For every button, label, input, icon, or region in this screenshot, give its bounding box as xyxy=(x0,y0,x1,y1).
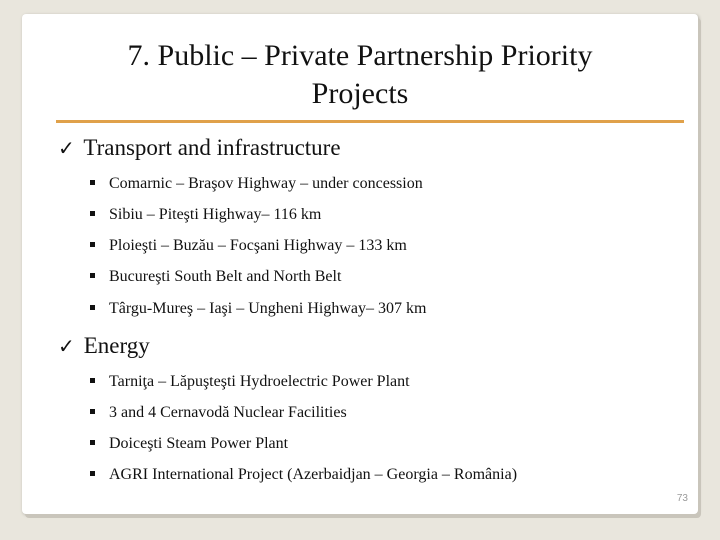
title-divider xyxy=(56,120,684,123)
checkmark-icon: ✓ xyxy=(58,334,75,358)
slide xyxy=(22,14,698,514)
square-bullet-icon xyxy=(90,273,95,278)
section-heading-energy xyxy=(58,333,150,359)
square-bullet-icon xyxy=(90,409,95,414)
slide-title xyxy=(22,37,698,113)
list-item-text: 3 and 4 Cernavodă Nuclear Facilities xyxy=(109,404,347,421)
list-item xyxy=(90,299,426,319)
square-bullet-icon xyxy=(90,440,95,445)
list-item xyxy=(90,465,517,485)
list-item xyxy=(90,372,410,392)
checkmark-icon: ✓ xyxy=(58,136,75,160)
list-item xyxy=(90,267,341,287)
square-bullet-icon xyxy=(90,471,95,476)
section-heading-label: Energy xyxy=(83,333,150,358)
section-heading-transport xyxy=(58,135,341,161)
list-item-text: Tarniţa – Lăpuşteşti Hydroelectric Power Plant xyxy=(109,373,410,390)
page-number: 73 xyxy=(676,493,688,504)
list-item xyxy=(90,236,407,256)
list-item xyxy=(90,403,347,423)
list-item xyxy=(90,205,321,225)
title-line-1: 7. Public – Private Partnership Priority xyxy=(127,39,593,72)
square-bullet-icon xyxy=(90,305,95,310)
list-item-text: Sibiu – Piteşti Highway– 116 km xyxy=(109,206,322,223)
list-item-text: Comarnic – Braşov Highway – under concession xyxy=(109,175,423,192)
square-bullet-icon xyxy=(90,180,95,185)
list-item-text: Doiceşti Steam Power Plant xyxy=(109,435,289,452)
square-bullet-icon xyxy=(90,211,95,216)
list-item xyxy=(90,174,423,194)
list-item-text: Ploieşti – Buzău – Focşani Highway – 133 km xyxy=(109,237,407,254)
section-heading-label: Transport and infrastructure xyxy=(83,135,341,160)
list-item-text: Târgu-Mureş – Iaşi – Ungheni Highway– 307 km xyxy=(109,300,427,317)
list-item-text: Bucureşti South Belt and North Belt xyxy=(109,268,342,285)
list-item-text: AGRI International Project (Azerbaidjan – Georgia – România) xyxy=(109,466,518,483)
square-bullet-icon xyxy=(90,242,95,247)
title-line-2: Projects xyxy=(311,77,409,110)
list-item xyxy=(90,434,288,454)
square-bullet-icon xyxy=(90,378,95,383)
